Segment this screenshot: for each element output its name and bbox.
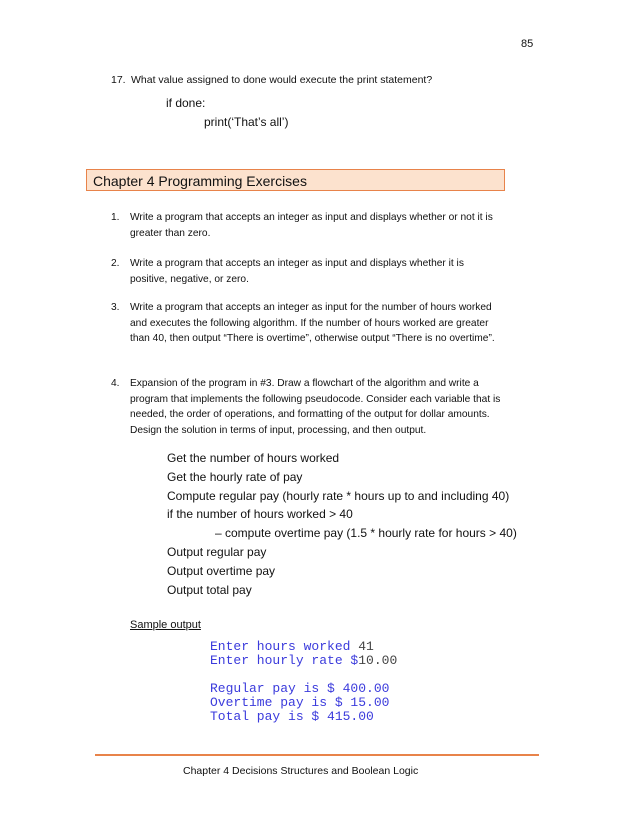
exercise-text: Write a program that accepts an integer as input and displays whether or not it is greater than zero. <box>130 212 493 239</box>
exercise-text: Write a program that accepts an integer as input and displays whether it is positive, negative, or zero. <box>130 258 464 285</box>
footer-divider <box>95 754 539 756</box>
code-print: print(‘That’s all’) <box>204 115 289 129</box>
sample-output-label: Sample output <box>130 619 201 631</box>
pseudocode-line: Get the number of hours worked <box>167 451 340 465</box>
exercise-text: Write a program that accepts an integer as input for the number of hours worked and executes the following algorithm. If the number of hours worked are greater than 40, then output “There is overtime”, otherwise output “There is no overtime”. <box>130 302 495 344</box>
exercise-item <box>111 210 501 241</box>
pseudocode-line: – compute overtime pay (1.5 * hourly rate for hours > 40) <box>215 526 517 540</box>
pseudocode-line: Compute regular pay (hourly rate * hours up to and including 40) <box>167 489 510 503</box>
chapter-heading-box <box>86 169 505 191</box>
page-number: 85 <box>521 38 534 50</box>
output-hours-prompt: Enter hours worked <box>210 639 359 654</box>
question-17 <box>111 74 432 86</box>
pseudocode-line: Output total pay <box>167 583 252 597</box>
pseudocode-line: if the number of hours worked > 40 <box>167 507 353 521</box>
exercise-item <box>111 256 501 287</box>
exercise-number: 1. <box>111 212 120 223</box>
question-number: 17. <box>111 74 126 86</box>
code-if-done: if done: <box>166 96 206 110</box>
exercise-number: 3. <box>111 302 120 313</box>
exercise-number: 2. <box>111 258 120 269</box>
pseudocode-line: Output overtime pay <box>167 564 276 578</box>
output-total-pay: Total pay is $ 415.00 <box>210 709 374 724</box>
pseudocode-line: Output regular pay <box>167 545 267 559</box>
question-text: What value assigned to done would execute the print statement? <box>131 74 433 86</box>
output-rate-line <box>210 653 397 668</box>
output-rate-value: 10.00 <box>358 653 398 668</box>
pseudocode-line: Get the hourly rate of pay <box>167 470 303 484</box>
chapter-heading: Chapter 4 Programming Exercises <box>93 173 307 189</box>
exercise-item <box>111 300 501 347</box>
exercise-text: Expansion of the program in #3. Draw a flowchart of the algorithm and write a program that implements the following pseudocode. Consider each variable that is needed, the order of operations, and formatting of the output for dollar amounts. Design the solution in terms of input, processing, and then output. <box>130 378 501 436</box>
output-hours-value: 41 <box>358 639 374 654</box>
footer-text: Chapter 4 Decisions Structures and Boolean Logic <box>183 765 419 777</box>
output-regular-pay: Regular pay is $ 400.00 <box>210 681 390 696</box>
output-hours-line <box>210 639 374 654</box>
exercise-item <box>111 376 501 438</box>
output-overtime-pay: Overtime pay is $ 15.00 <box>210 695 390 710</box>
exercise-number: 4. <box>111 378 120 389</box>
output-rate-prompt: Enter hourly rate $ <box>210 653 359 668</box>
